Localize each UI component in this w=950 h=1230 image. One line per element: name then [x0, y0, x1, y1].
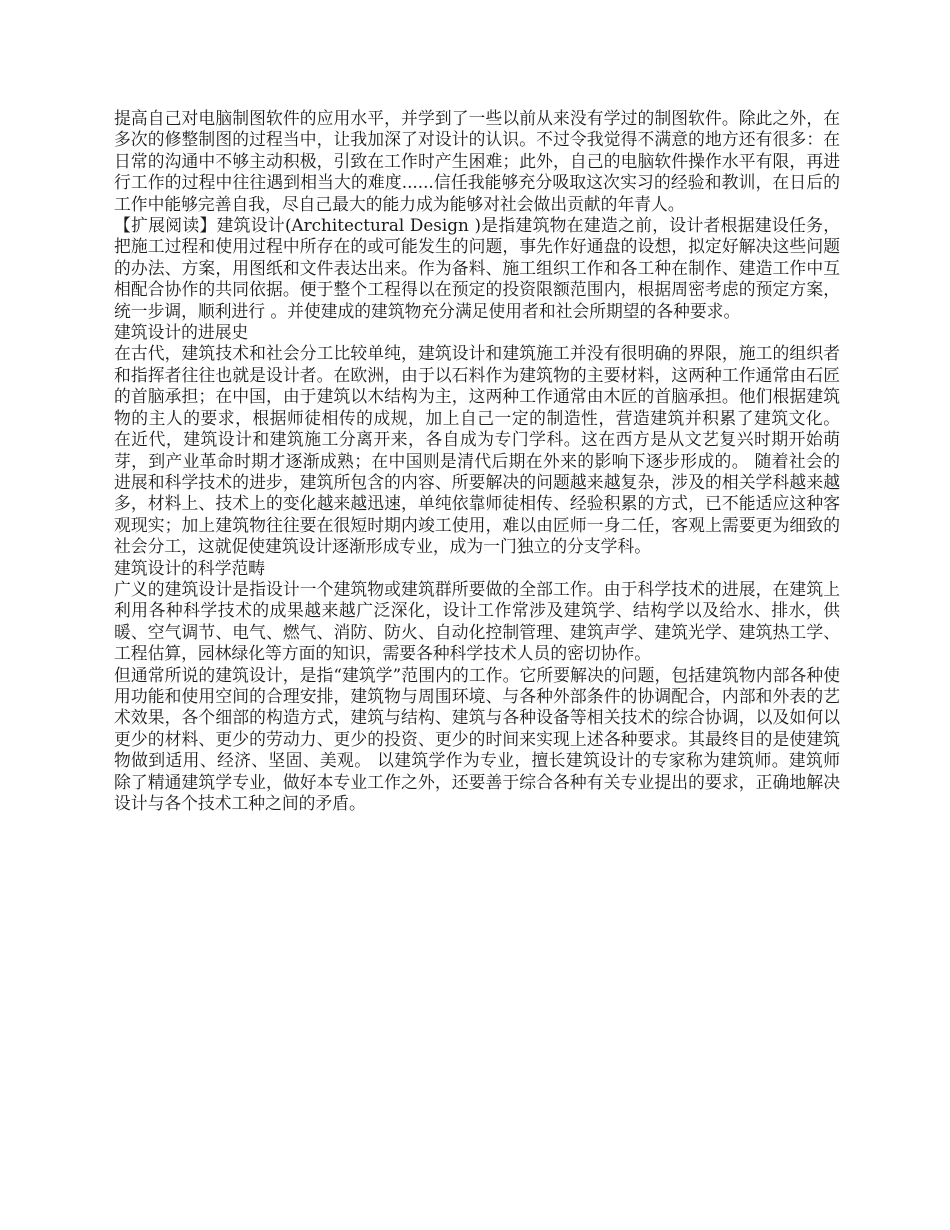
- history-paragraph: 在古代，建筑技术和社会分工比较单纯，建筑设计和建筑施工并没有很明确的界限，施工的组织者和指挥者往往也就是设计者。在欧洲，由于以石料作为建筑物的主要材料，这两种工作通常由石匠的首脑承担；在中国，由于建筑以木结构为主，这两种工作通常由木匠的首脑承担。他们根据建筑物的主人的要求，根据师徒相传的成规，加上自己一定的制造性，营造建筑并积累了建筑文化。 在近代，建筑设计和建筑施工分离开来，各自成为专门学科。这在西方是从文艺复兴时期开始萌芽，到产业革命时期才逐渐成熟；在中国则是清代后期在外来的影响下逐步形成的。 随着社会的进展和科学技术的进步，建筑所包含的内容、所要解决的问题越来越复杂，涉及的相关学科越来越多，材料上、技术上的变化越来越迅速，单纯依靠师徒相传、经验积累的方式，已不能适应这种客观现实；加上建筑物往往要在很短时期内竣工使用，难以由匠师一身二任，客观上需要更为细致的社会分工，这就促使建筑设计逐渐形成专业，成为一门独立的分支学科。: [114, 343, 840, 557]
- intro-paragraph: 提高自己对电脑制图软件的应用水平，并学到了一些以前从来没有学过的制图软件。除此之外，在多次的修整制图的过程当中，让我加深了对设计的认识。不过令我觉得不满意的地方还有很多：在日常的沟通中不够主动积极，引致在工作时产生困难；此外，自己的电脑软件操作水平有限，再进行工作的过程中往往遇到相当大的难度......信任我能够充分吸取这次实习的经验和教训，在日后的工作中能够完善自我，尽自己最大的能力成为能够对社会做出贡献的年青人。: [114, 108, 840, 214]
- scope-paragraph-1: 广义的建筑设计是指设计一个建筑物或建筑群所要做的全部工作。由于科学技术的进展，在建筑上利用各种科学技术的成果越来越广泛深化，设计工作常涉及建筑学、结构学以及给水、排水，供暖、空气调节、电气、燃气、消防、防火、自动化控制管理、建筑声学、建筑光学、建筑热工学、工程估算，园林绿化等方面的知识，需要各种科学技术人员的密切协作。: [114, 578, 840, 664]
- document-page: [114, 108, 840, 814]
- scope-paragraph-2: 但通常所说的建筑设计，是指“建筑学”范围内的工作。它所要解决的问题，包括建筑物内部各种使用功能和使用空间的合理安排，建筑物与周围环境、与各种外部条件的协调配合，内部和外表的艺术效果，各个细部的构造方式，建筑与结构、建筑与各种设备等相关技术的综合协调，以及如何以更少的材料、更少的劳动力、更少的投资、更少的时间来实现上述各种要求。其最终目的是使建筑物做到适用、经济、坚固、美观。 以建筑学作为专业，擅长建筑设计的专家称为建筑师。建筑师除了精通建筑学专业，做好本专业工作之外，还要善于综合各种有关专业提出的要求，正确地解决设计与各个技术工种之间的矛盾。: [114, 664, 840, 813]
- section-heading-scope: 建筑设计的科学范畴: [114, 557, 266, 578]
- section-heading-history: 建筑设计的进展史: [114, 322, 249, 343]
- extended-reading-paragraph: 【扩展阅读】建筑设计(Architectural Design )是指建筑物在建造之前，设计者根据建设任务，把施工过程和使用过程中所存在的或可能发生的问题，事先作好通盘的设想，拟定好解决这些问题的办法、方案，用图纸和文件表达出来。作为备料、施工组织工作和各工种在制作、建造工作中互相配合协作的共同依据。便于整个工程得以在预定的投资限额范围内，根据周密考虑的预定方案，统一步调，顺利进行 。并使建成的建筑物充分满足使用者和社会所期望的各种要求。: [114, 215, 840, 321]
